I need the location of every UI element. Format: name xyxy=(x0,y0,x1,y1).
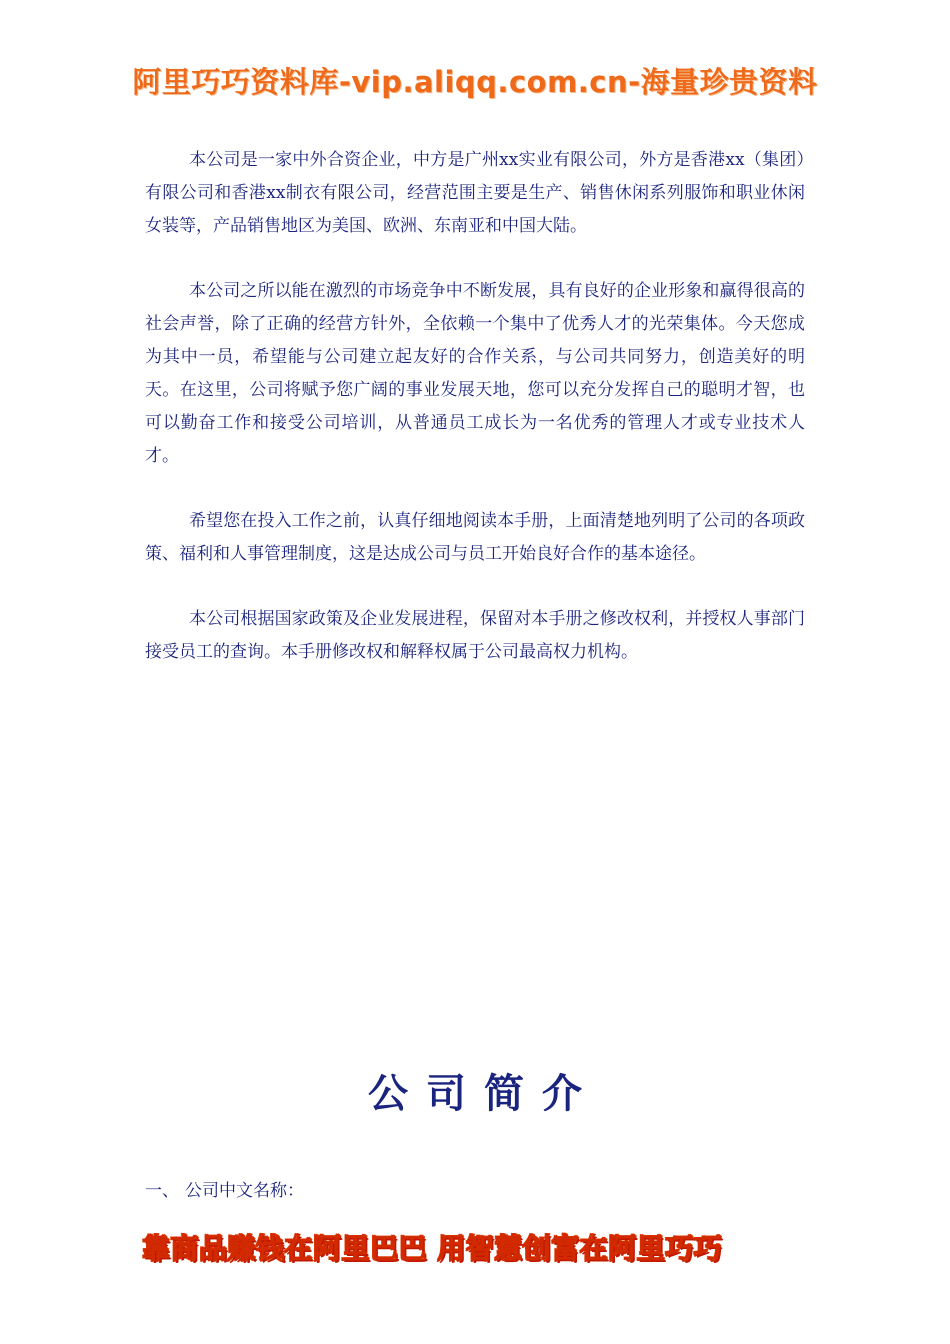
intro-text xyxy=(145,144,805,701)
list-item xyxy=(145,1176,304,1206)
section-title: 公司简介 xyxy=(368,1070,600,1117)
list-item-label: 公司中文名称： xyxy=(185,1181,304,1201)
paragraph-company-overview: 本公司是一家中外合资企业，中方是广州xx实业有限公司，外方是香港xx（集团）有限公司和香港xx制衣有限公司，经营范围主要是生产、销售休闲系列服饰和职业休闲女装等，产品销售地区为美国、欧洲、东南亚和中国大陆。 xyxy=(145,150,805,236)
footer-banner: 靠商品赚钱在阿里巴巴 用智慧创富在阿里巧巧 xyxy=(142,1232,723,1265)
paragraph-company-development: 本公司之所以能在激烈的市场竞争中不断发展，具有良好的企业形象和赢得很高的社会声誉，除了正确的经营方针外，全依赖一个集中了优秀人才的光荣集体。今天您成为其中一员，希望能与公司建立起友好的合作关系，与公司共同努力，创造美好的明天。在这里，公司将赋予您广阔的事业发展天地，您可以充分发挥自己的聪明才智，也可以勤奋工作和接受公司培训，从普通员工成长为一名优秀的管理人才或专业技术人才。 xyxy=(145,281,805,466)
paragraph-modification-rights: 本公司根据国家政策及企业发展进程，保留对本手册之修改权利，并授权人事部门接受员工的查询。本手册修改权和解释权属于公司最高权力机构。 xyxy=(145,609,805,662)
list-item-number: 一、 xyxy=(145,1181,179,1201)
paragraph-read-handbook: 希望您在投入工作之前，认真仔细地阅读本手册，上面清楚地列明了公司的各项政策、福利和人事管理制度，这是达成公司与员工开始良好合作的基本途径。 xyxy=(145,511,805,564)
header-banner: 阿里巧巧资料库-vip.aliqq.com.cn-海量珍贵资料 xyxy=(132,65,818,99)
